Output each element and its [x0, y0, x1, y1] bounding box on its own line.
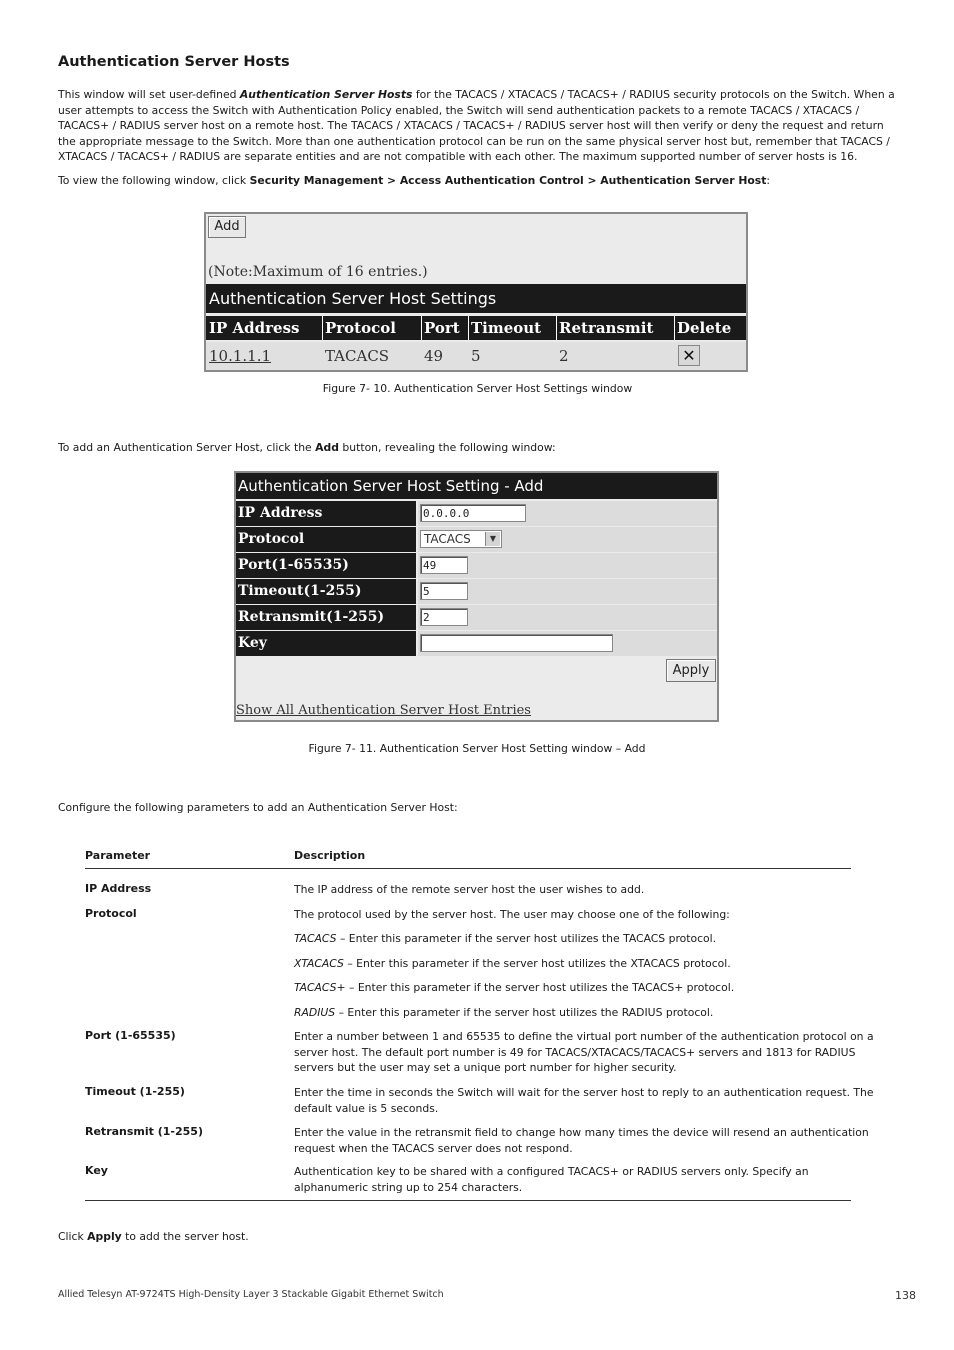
col-timeout: Timeout — [471, 319, 542, 337]
ip-address-label: IP Address — [236, 501, 416, 526]
col-retransmit: Retransmit — [559, 319, 654, 337]
col-port: Port — [424, 319, 460, 337]
col-protocol: Protocol — [325, 319, 396, 337]
figure-server-host-add — [234, 471, 719, 722]
protocol-select[interactable]: TACACS ▼ — [420, 530, 502, 548]
intro-paragraph: This window will set user-defined Authentication Server Hosts for the TACACS / XTACACS / TACACS+ / RADIUS security protocols on the Switch. When a user attempts to access the Switch with Authentication Policy enabled, the Switch will send authentication packets to a remote TACACS / XTACACS / TACACS+ / RADIUS server host on a remote host. The TACACS / XTACACS / TACACS+ / RADIUS server host will then verify or deny the request and return the appropriate message to the Switch. More than one authentication protocol can be run on the same physical server host but, remember that TACACS / XTACACS / TACACS+ / RADIUS are separate entities and are not compatible with each other. The maximum supported number of server hosts is 16. — [58, 88, 895, 163]
apply-instruction: Click Apply to add the server host. — [58, 1230, 249, 1243]
view-instruction: To view the following window, click Security Management > Access Authentication Control > Authentication Server Host: — [58, 174, 770, 187]
timeout-row — [236, 579, 717, 604]
key-row — [236, 631, 717, 656]
port-row — [236, 553, 717, 578]
row-port: 49 — [424, 347, 444, 365]
col-ip-address: IP Address — [209, 319, 300, 337]
header-description: Description — [294, 849, 366, 862]
add-instruction: To add an Authentication Server Host, click the Add button, revealing the following window: — [58, 441, 556, 454]
page-number: 138 — [895, 1289, 916, 1302]
max-entries-note: (Note:Maximum of 16 entries.) — [208, 264, 428, 280]
row-retransmit: 2 — [559, 347, 569, 365]
section-heading: Authentication Server Hosts — [58, 54, 290, 70]
figure1-caption: Figure 7- 10. Authentication Server Host Settings window — [322, 382, 633, 395]
retransmit-input[interactable]: 2 — [420, 608, 468, 626]
dropdown-arrow-icon: ▼ — [485, 532, 500, 546]
port-label: Port(1-65535) — [236, 553, 416, 578]
footer-product: Allied Telesyn AT-9724TS High-Density Layer 3 Stackable Gigabit Ethernet Switch — [58, 1289, 444, 1300]
delete-icon[interactable]: ✕ — [678, 345, 700, 366]
apply-button[interactable]: Apply — [666, 659, 716, 682]
header-parameter: Parameter — [85, 849, 151, 862]
row-timeout: 5 — [471, 347, 481, 365]
add-title-bar: Authentication Server Host Setting - Add — [236, 473, 717, 499]
ip-address-input[interactable]: 0.0.0.0 — [420, 504, 526, 522]
configure-text: Configure the following parameters to add an Authentication Server Host: — [58, 801, 458, 814]
retransmit-row — [236, 605, 717, 630]
figure-server-host-settings — [204, 212, 748, 372]
col-delete: Delete — [677, 319, 732, 337]
protocol-label: Protocol — [236, 527, 416, 552]
table-bottom-rule — [85, 1200, 851, 1201]
timeout-label: Timeout(1-255) — [236, 579, 416, 604]
key-label: Key — [236, 631, 416, 656]
figure2-caption: Figure 7- 11. Authentication Server Host Setting window – Add — [308, 742, 646, 755]
settings-table-header — [206, 316, 746, 340]
retransmit-label: Retransmit(1-255) — [236, 605, 416, 630]
timeout-input[interactable]: 5 — [420, 582, 468, 600]
add-button[interactable]: Add — [208, 216, 246, 238]
key-input[interactable] — [420, 634, 613, 652]
row-protocol: TACACS — [325, 347, 390, 365]
show-all-entries-link[interactable]: Show All Authentication Server Host Entries — [236, 703, 531, 718]
ip-address-link[interactable]: 10.1.1.1 — [209, 347, 272, 365]
parameter-table: Parameter Description IP Address The IP address of the remote server host the user wishes to add. Protocol The protocol used by the server host. The user may choose one of the following: TACACS – Enter this parameter if the server host utilizes the TACACS protocol. XTACACS – Enter this parameter if the server host utilizes the XTACACS protocol. TACACS+ – Enter this parameter if the server host utilizes the TACACS+ protocol. RADIUS – Enter this parameter if the server host utilizes the RADIUS protocol. Port (1-65535) Enter a number between 1 and 65535 to define the virtual port number of the authentication protocol on a server host. The default port number is 49 for TACACS/XTACACS/TACACS+ servers and 1813 for RADIUS servers but the user may set a unique port number for higher security. Timeout (1-255) Enter the time in seconds the Switch will wait for the server host to reply to an authentication request. The default value is 5 seconds. Retransmit (1-255) Enter the value in the retransmit field to change how many times the device will resend an authentication request when the TACACS server does not respond. Key Authentication key to be shared with a configured TACACS+ or RADIUS servers only. Specify an alphanumeric string up to 254 characters. — [85, 849, 874, 1194]
protocol-row — [236, 527, 717, 552]
port-input[interactable]: 49 — [420, 556, 468, 574]
ip-address-row — [236, 501, 717, 526]
table-row — [206, 342, 746, 370]
settings-title-bar: Authentication Server Host Settings — [206, 284, 746, 313]
